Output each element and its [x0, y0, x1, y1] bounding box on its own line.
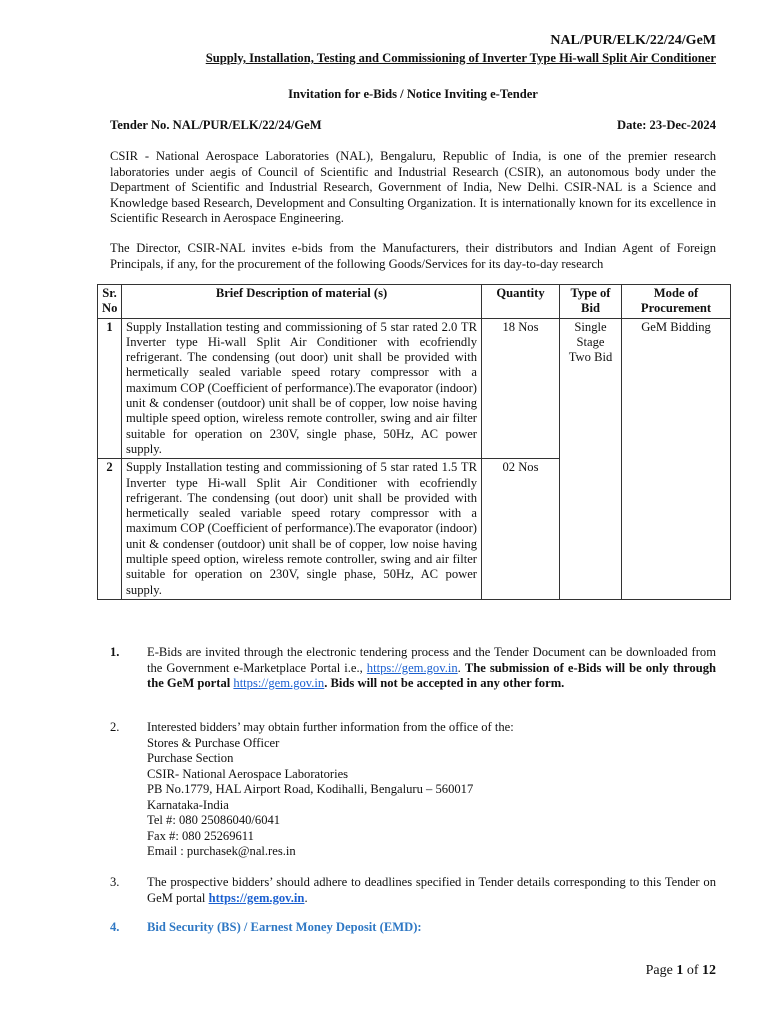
row-description: Supply Installation testing and commissioning of 5 star rated 1.5 TR Inverter type Hi-wall Split Air Conditioner with ecofriendly refrigerant. The condensing (out door) unit shall be provided with hermetically sealed variable speed rotary compressor with a maximum COP (Coefficient of performance).The evaporator (indoor) unit & condenser (outdoor) unit shall be of copper, low noise having multiple speed option, wireless remote controller, swing and air filter suitable for operation on 230V, single phase, 50Hz, AC power supply. [122, 459, 482, 600]
tender-subject: Supply, Installation, Testing and Commissioning of Inverter Type Hi-wall Split Air Conditioner [205, 51, 716, 65]
materials-table [97, 284, 731, 600]
item-text: The prospective bidders’ should adhere to deadlines specified in Tender details corresponding to this Tender on GeM portal [147, 875, 716, 905]
table-header-row [98, 285, 731, 319]
current-page: 1 [676, 963, 684, 978]
contact-line: PB No.1779, HAL Airport Road, Kodihalli, Bengaluru – 560017 [147, 782, 474, 796]
gem-portal-link[interactable]: https://gem.gov.in [366, 660, 458, 675]
item-number: 1. [110, 645, 120, 659]
item-number: 4. [110, 920, 120, 934]
contact-line: CSIR- National Aerospace Laboratories [147, 766, 349, 781]
contact-line: Purchase Section [147, 751, 234, 765]
item-text: . [457, 660, 465, 675]
contact-email: Email : purchasek@nal.res.in [147, 844, 296, 858]
total-pages: 12 [702, 963, 716, 978]
procurement-mode-cell-continued [622, 459, 731, 600]
bid-type-cell: Single Stage Two Bid [560, 318, 622, 459]
header-bid-type: Type of Bid [560, 285, 622, 319]
contact-line: Stores & Purchase Officer [147, 735, 280, 750]
tender-number: Tender No. NAL/PUR/ELK/22/24/GeM [110, 118, 322, 132]
invitation-title: Invitation for e-Bids / Notice Inviting e-Tender [288, 87, 538, 101]
header-sr-no: Sr. No [98, 285, 122, 319]
section-heading-bid-security: Bid Security (BS) / Earnest Money Deposit (EMD): [147, 920, 422, 934]
page-word: Page [645, 963, 677, 978]
item-bold-text: The submission of e-Bids will be only through the GeM portal [147, 660, 716, 690]
row-sr-no: 2 [98, 459, 122, 600]
row-sr-no: 1 [98, 318, 122, 459]
gem-portal-link[interactable]: https://gem.gov.in [208, 890, 305, 905]
item-text: . [304, 890, 308, 905]
intro-paragraph-2: The Director, CSIR-NAL invites e-bids from the Manufacturers, their distributors and Indian Agent of Foreign Principals, if any, for the procurement of the following Goods/Services for its day-to-day research [110, 241, 716, 271]
reference-number: NAL/PUR/ELK/22/24/GeM [550, 33, 716, 48]
gem-portal-link[interactable]: https://gem.gov.in [233, 676, 325, 690]
item-text: E-Bids are invited through the electronic tendering process and the Tender Document can be downloaded from the Government e-Marketplace Portal i.e., [147, 645, 716, 675]
tender-info-row [110, 118, 716, 134]
contact-line: Karnataka-India [147, 797, 229, 812]
item-body [147, 875, 716, 906]
procurement-mode-cell: GeM Bidding [622, 318, 731, 459]
header-quantity: Quantity [482, 285, 560, 319]
header-procurement-mode: Mode of Procurement [622, 285, 731, 319]
tender-date: Date: 23-Dec-2024 [617, 118, 716, 132]
item-number: 3. [110, 875, 120, 889]
contact-fax: Fax #: 080 25269611 [147, 828, 254, 843]
row-quantity: 02 Nos [482, 459, 560, 600]
bid-type-cell-continued [560, 459, 622, 600]
intro-paragraph-1: CSIR - National Aerospace Laboratories (NAL), Bengaluru, Republic of India, is one of the premier research laboratories under aegis of Council of Scientific and Industrial Research (CSIR), an autonomous body under the Department of Scientific and Industrial Research, Government of India, New Delhi. CSIR-NAL is a Science and Knowledge based Research, Development and Consulting Organization. It is internationally known for its excellence in Scientific Research in Aerospace Engineering. [110, 149, 716, 225]
table-row [98, 459, 731, 600]
row-quantity: 18 Nos [482, 318, 560, 459]
page-number [646, 963, 716, 979]
table-row [98, 318, 731, 459]
item-body [147, 720, 716, 860]
item-body [147, 645, 716, 692]
item-number: 2. [110, 720, 120, 734]
of-word: of [683, 963, 702, 978]
row-description: Supply Installation testing and commissioning of 5 star rated 2.0 TR Inverter type Hi-wall Split Air Conditioner with ecofriendly refrigerant. The condensing (out door) unit shall be provided with hermetically sealed variable speed rotary compressor with a maximum COP (Coefficient of performance).The evaporator (indoor) unit & condenser (outdoor) unit shall be of copper, low noise having multiple speed option, wireless remote controller, swing and air filter suitable for operation on 230V, single phase, 50Hz, AC power supply. [122, 318, 482, 459]
contact-intro: Interested bidders’ may obtain further information from the office of the: [147, 720, 514, 734]
contact-phone: Tel #: 080 25086040/6041 [147, 813, 281, 827]
item-bold-text: . Bids will not be accepted in any other form. [324, 676, 565, 690]
header-description: Brief Description of material (s) [122, 285, 482, 319]
